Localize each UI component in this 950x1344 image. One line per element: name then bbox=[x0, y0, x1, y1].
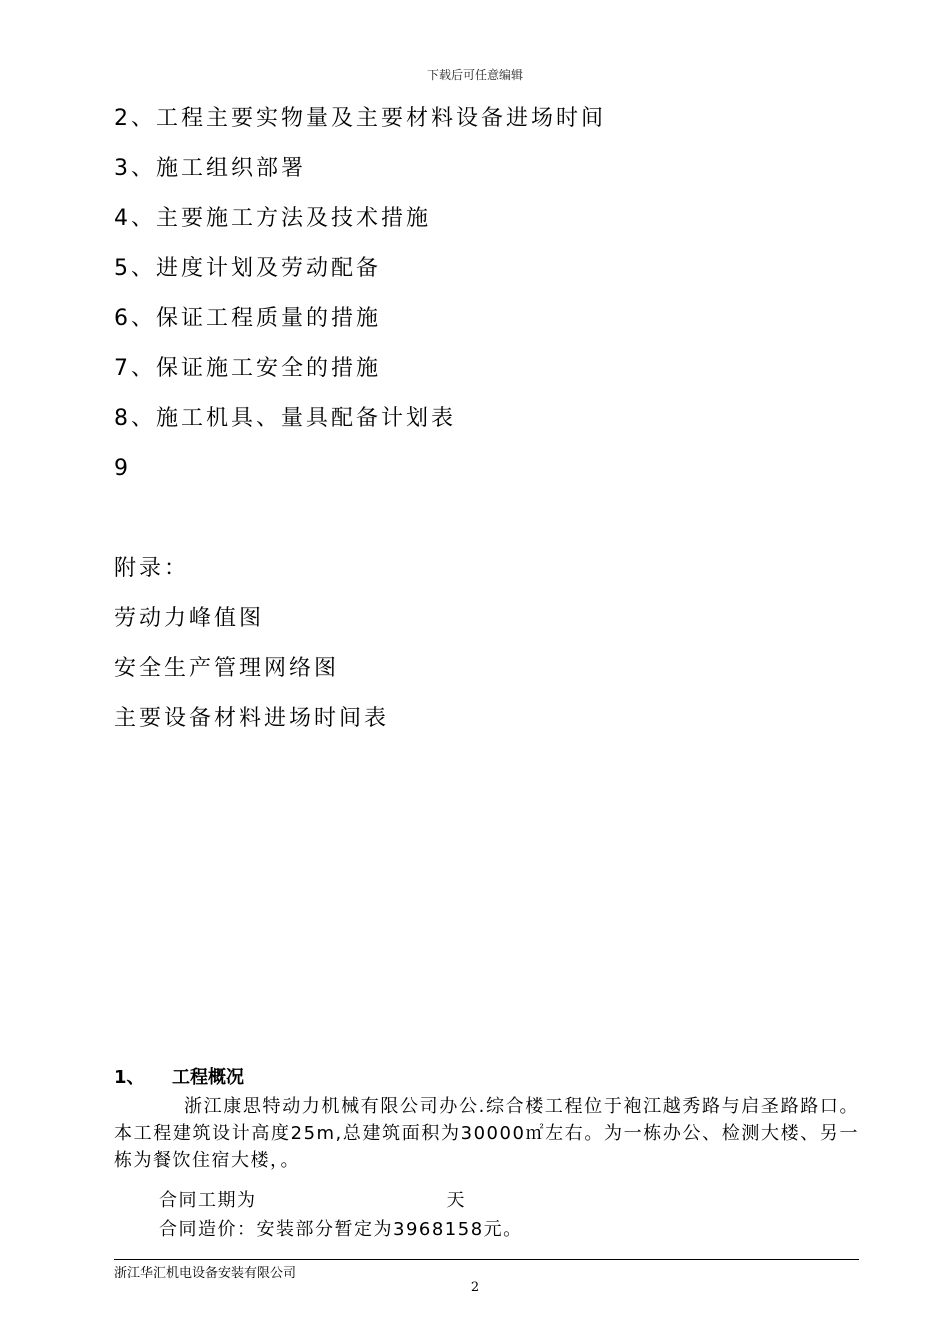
footer-divider bbox=[114, 1259, 859, 1260]
toc-item: 2、工程主要实物量及主要材料设备进场时间 bbox=[114, 106, 606, 131]
toc-item: 7、保证施工安全的措施 bbox=[114, 356, 381, 381]
appendix-title: 附录： bbox=[114, 556, 190, 581]
table-of-contents bbox=[114, 101, 606, 501]
footer-company: 浙江华汇机电设备安装有限公司 bbox=[114, 1266, 297, 1281]
appendix bbox=[114, 551, 389, 751]
section-title: 工程概况 bbox=[172, 1067, 244, 1088]
toc-item: 6、保证工程质量的措施 bbox=[114, 306, 381, 331]
appendix-item: 劳动力峰值图 bbox=[114, 606, 265, 631]
section-paragraph: 浙江康思特动力机械有限公司办公.综合楼工程位于袍江越秀路与启圣路路口。本工程建筑设计高度25m,总建筑面积为30000㎡左右。为一栋办公、检测大楼、另一栋为餐饮住宿大楼，。 bbox=[114, 1096, 859, 1171]
page-number: 2 bbox=[470, 1280, 480, 1295]
toc-item: 3、施工组织部署 bbox=[114, 156, 306, 181]
contract-price-line: 合同造价：安装部分暂定为3968158元。 bbox=[159, 1219, 523, 1240]
appendix-item: 主要设备材料进场时间表 bbox=[114, 706, 390, 731]
toc-item: 8、施工机具、量具配备计划表 bbox=[114, 406, 456, 431]
section-heading bbox=[114, 1063, 859, 1093]
appendix-item: 安全生产管理网络图 bbox=[114, 656, 340, 681]
section-number: 1、 bbox=[114, 1067, 145, 1088]
toc-item: 4、主要施工方法及技术措施 bbox=[114, 206, 431, 231]
contract-period-line bbox=[159, 1186, 859, 1215]
toc-item: 5、进度计划及劳动配备 bbox=[114, 256, 381, 281]
toc-item: 9 bbox=[114, 456, 131, 481]
contract-info bbox=[114, 1186, 859, 1244]
section-project-overview bbox=[114, 1063, 859, 1244]
contract-period-label: 合同工期为 bbox=[159, 1190, 257, 1211]
header-note: 下载后可任意编辑 bbox=[426, 68, 523, 82]
contract-period-unit: 天 bbox=[446, 1190, 466, 1211]
